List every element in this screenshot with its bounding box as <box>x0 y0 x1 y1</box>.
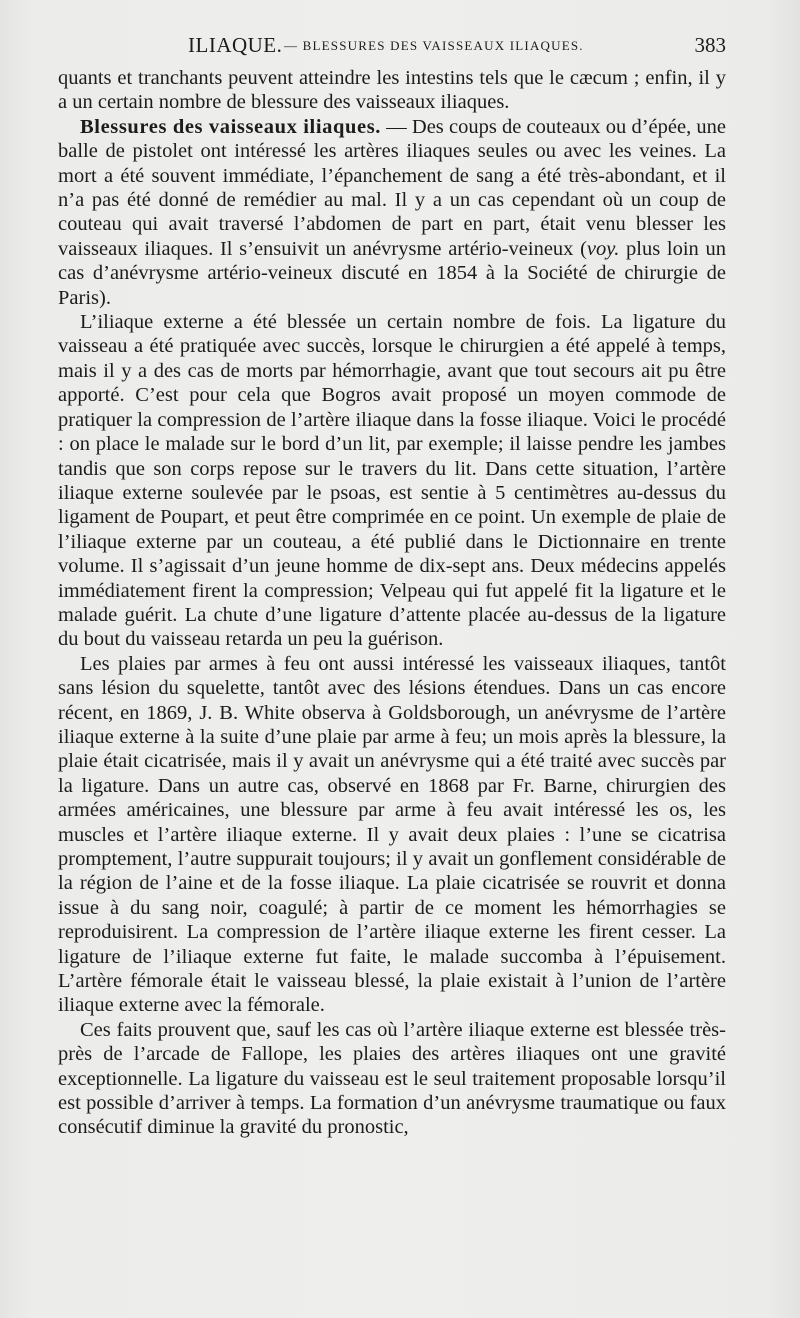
paragraph-2 <box>58 115 726 310</box>
paragraph-2-italic: voy. <box>586 237 620 260</box>
running-header <box>58 33 726 59</box>
paragraph-3: L’iliaque externe a été blessée un certain nombre de fois. La ligature du vaisseau a été pratiquée avec succès, lorsque le chirurgien a été appelé à temps, mais il y a des cas de morts par hémorrhagie, avant que tout secours ait pu être apporté. C’est pour cela que Bogros avait proposé un moyen commode de pratiquer la compression de l’artère iliaque dans la fosse iliaque. Voici le procédé : on place le malade sur le bord d’un lit, par exemple; il laisse pendre les jambes tandis que son corps repose sur le travers du lit. Dans cette situation, l’artère iliaque externe soulevée par le psoas, est sentie à 5 centimètres au-dessus du ligament de Poupart, et peut être comprimée en ce point. Un exemple de plaie de l’iliaque externe par un couteau, a été publié dans le Dictionnaire en trente volume. Il s’agissait d’un jeune homme de dix-sept ans. Deux médecins appelés immédiatement firent la compression; Velpeau qui fut appelé fit la ligature et le malade guérit. La chute d’une ligature d’attente placée au-dessus de la ligature du bout du vaisseau retarda un peu la guérison. <box>58 311 726 651</box>
header-title: ILIAQUE. <box>188 33 283 57</box>
section-heading: Blessures des vaisseaux iliaques. <box>80 115 381 138</box>
paragraph-4: Les plaies par armes à feu ont aussi intéressé les vaisseaux iliaques, tantôt sans lésion du squelette, tantôt avec des lésions étendues. Dans un cas encore récent, en 1869, J. B. White observa à Goldsborough, un anévrysme de l’artère iliaque externe à la suite d’une plaie par arme à feu; un mois après la blessure, la plaie était cicatrisée, mais il y avait un anévrysme qui a été traité avec succès par la ligature. Dans un autre cas, observé en 1868 par Fr. Barne, chirurgien des armées américaines, une blessure par arme à feu avait intéressé les os, les muscles et l’artère iliaque externe. Il y avait deux plaies : l’une se cicatrisa promptement, l’autre suppurait toujours; il y avait un gonflement considérable de la région de l’aine et de la fosse iliaque. La plaie cicatrisée se rouvrit et donna issue à du sang noir, coagulé; à partir de ce moment les hémorrhagies se reproduisirent. La compression de l’artère iliaque externe les firent cesser. La ligature de l’iliaque externe fut faite, le malade succomba à l’épuisement. L’artère fémorale était le vaisseau blessé, la plaie existait à l’union de l’artère iliaque externe avec la fémorale. <box>58 652 726 1017</box>
paragraph-2-text: — Des coups de couteaux ou d’épée, une balle de pistolet ont intéressé les artères iliaques seules ou avec les veines. La mort a été souvent immédiate, l’épanchement de sang a été très-abondant, et il n’a pas été donné de remédier au mal. Il y a un cas cependant où un coup de couteau qui avait traversé l’abdomen de part en part, était venu blesser les vaisseaux iliaques. Il s’ensuivit un anévrysme artério-veineux ( <box>58 115 726 260</box>
paragraph-1: quants et tranchants peuvent atteindre les intestins tels que le cæcum ; enfin, il y a un certain nombre de blessure des vaisseaux iliaques. <box>58 67 726 114</box>
page-number: 383 <box>694 33 726 57</box>
header-subtitle: — BLESSURES DES VAISSEAUX ILIAQUES. <box>284 38 584 53</box>
paragraph-5: Ces faits prouvent que, sauf les cas où l’artère iliaque externe est blessée très-près de l’arcade de Fallope, les plaies des artères iliaques ont une gravité exceptionnelle. La ligature du vaisseau est le seul traitement proposable lorsqu’il est possible d’arriver à temps. La formation d’un anévrysme traumatique ou faux consécutif diminue la gravité du pronostic, <box>58 1018 726 1139</box>
body-text <box>58 66 726 1140</box>
paragraph-2-text-after: plus loin un cas d’anévrysme artério-veineux discuté en 1854 à la Société de chirurgie de Paris). <box>58 237 726 309</box>
